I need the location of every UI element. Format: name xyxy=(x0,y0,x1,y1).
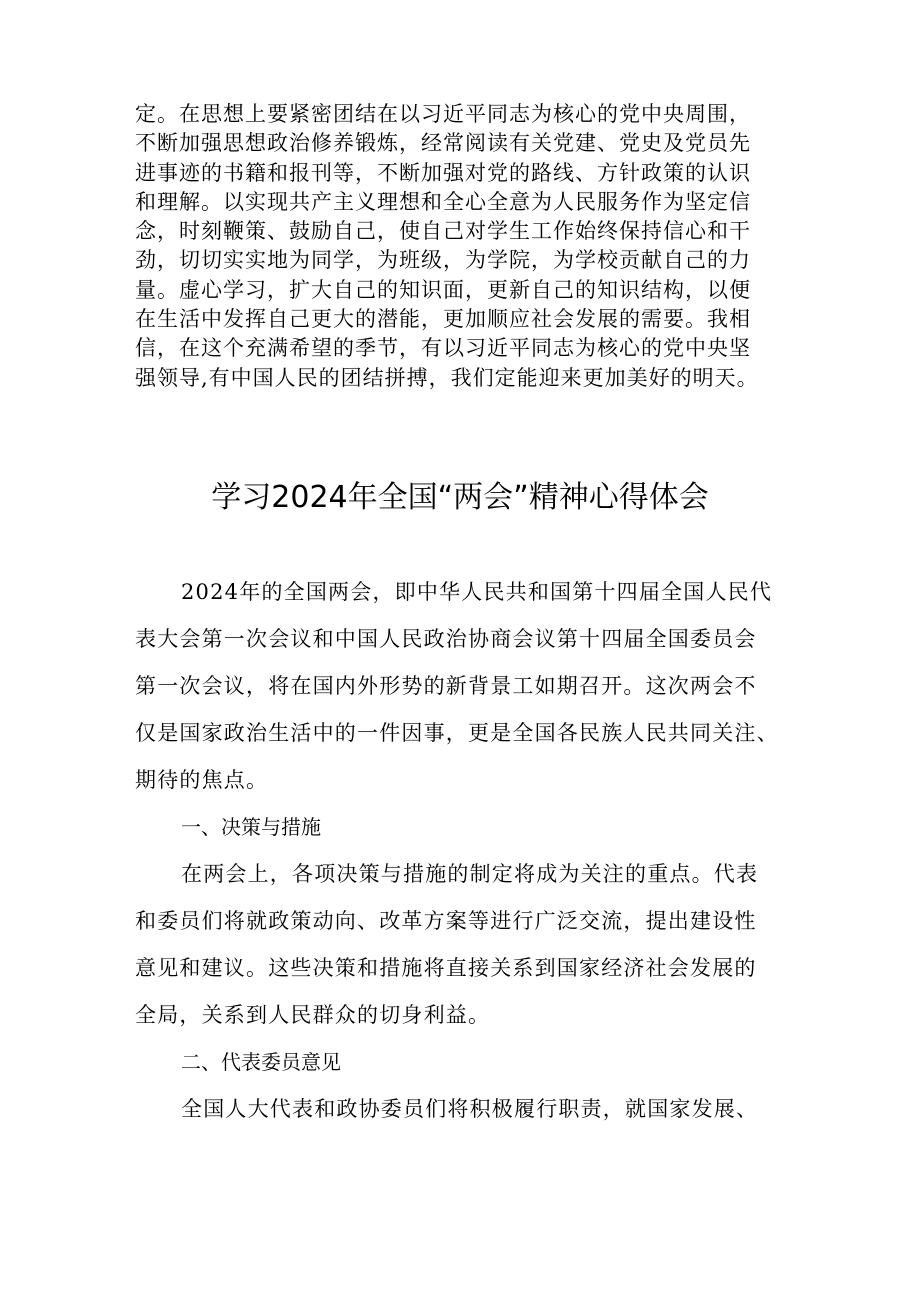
section1-line: 意见和建议。这些决策和措施将直接关系到国家经济社会发展的 xyxy=(135,956,757,980)
paragraph-line: 劲，切切实实地为同学，为班级，为学院，为学校贡献自己的力 xyxy=(135,248,751,273)
article-body xyxy=(135,576,807,1140)
intro-line: 期待的焦点。 xyxy=(135,768,269,792)
section1-line: 和委员们将就政策动向、改革方案等进行广泛交流，提出建设性 xyxy=(135,909,757,933)
section1-line: 全局，关系到人民群众的切身利益。 xyxy=(135,1003,491,1027)
intro-line: 2024年的全国两会，即中华人民共和国第十四届全国人民代 xyxy=(181,580,773,604)
section1-line: 在两会上，各项决策与措施的制定将成为关注的重点。代表 xyxy=(181,862,759,886)
previous-article-closing-paragraph xyxy=(135,100,807,393)
article-title: 学习2024年全国“两会”精神心得体会 xyxy=(211,480,709,515)
paragraph-line: 定。在思想上要紧密团结在以习近平同志为核心的党中央周围， xyxy=(135,102,751,126)
paragraph-line: 强领导,有中国人民的团结拼搏，我们定能迎来更加美好的明天。 xyxy=(135,365,759,390)
paragraph-line: 量。虚心学习，扩大自己的知识面，更新自己的知识结构，以便 xyxy=(135,277,751,302)
intro-line: 仅是国家政治生活中的一件因事，更是全国各民族人民共同关注、 xyxy=(135,721,779,745)
paragraph-line: 不断加强思想政治修养锻炼，经常阅读有关党建、党史及党员先 xyxy=(135,131,751,156)
paragraph-line: 信，在这个充满希望的季节，有以习近平同志为核心的党中央坚 xyxy=(135,336,751,361)
paragraph-line: 和理解。以实现共产主义理想和全心全意为人民服务作为坚定信 xyxy=(135,189,751,214)
section-heading-2: 二、代表委员意见 xyxy=(181,1050,341,1074)
paragraph-line: 进事迹的书籍和报刊等，不断加强对党的路线、方针政策的认识 xyxy=(135,160,751,185)
section2-line: 全国人大代表和政协委员们将积极履行职责，就国家发展、 xyxy=(181,1097,759,1121)
intro-line: 第一次会议，将在国内外形势的新背景工如期召开。这次两会不 xyxy=(135,674,757,698)
section-heading-1: 一、决策与措施 xyxy=(181,815,321,839)
paragraph-line: 念，时刻鞭策、鼓励自己，使自己对学生工作始终保持信心和干 xyxy=(135,219,751,244)
intro-line: 表大会第一次会议和中国人民政治协商会议第十四届全国委员会 xyxy=(135,627,757,651)
paragraph-line: 在生活中发挥自己更大的潜能，更加顺应社会发展的需要。我相 xyxy=(135,307,751,332)
